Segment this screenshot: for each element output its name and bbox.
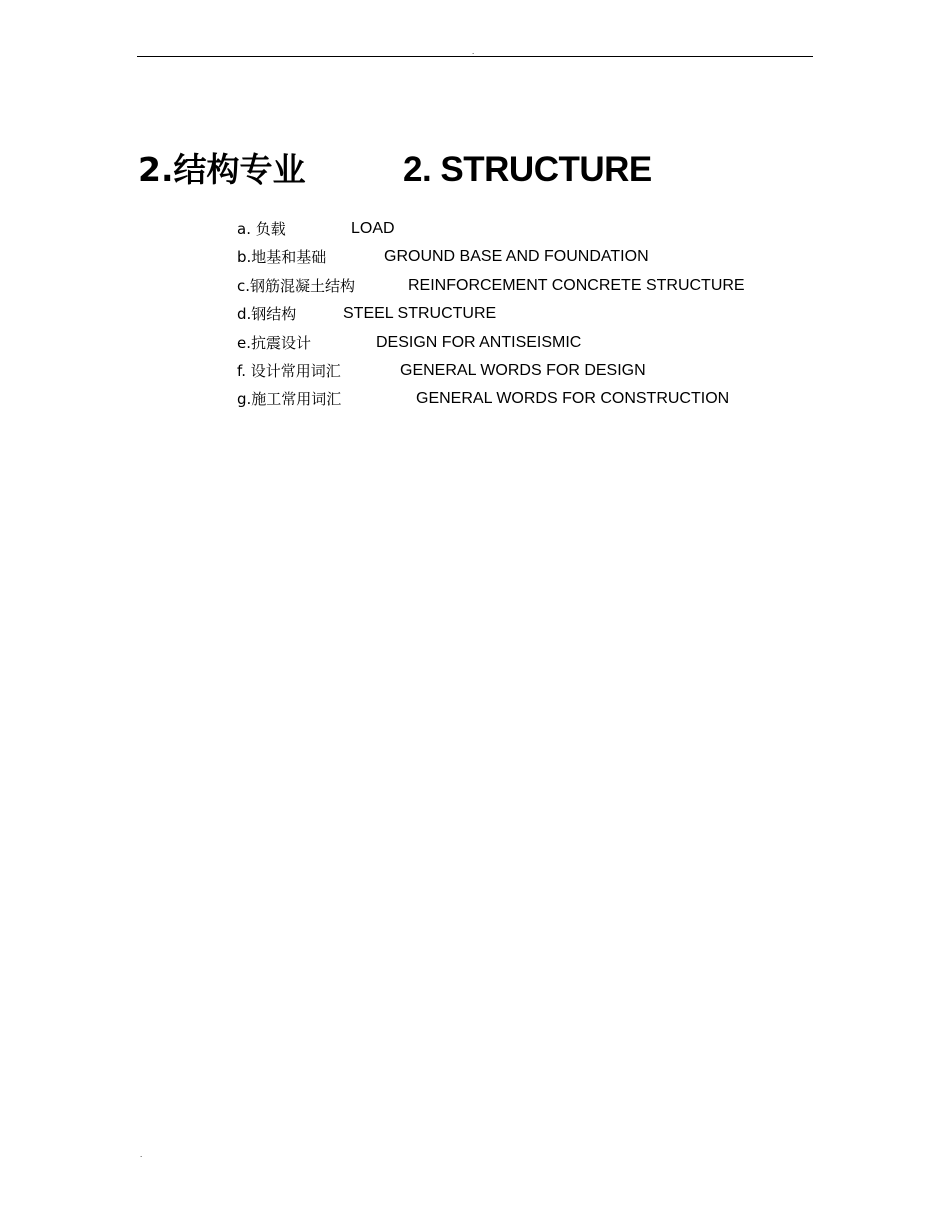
toc-item-load[interactable] <box>237 218 837 246</box>
toc-item-english: STEEL STRUCTURE <box>343 305 497 323</box>
toc-item-steel-structure[interactable] <box>237 303 837 331</box>
toc-item-english: DESIGN FOR ANTISEISMIC <box>376 333 582 351</box>
toc-item-chinese: e.抗震设计 <box>237 333 311 352</box>
toc-item-chinese: f. 设计常用词汇 <box>237 361 341 380</box>
toc-item-foundation[interactable] <box>237 246 837 274</box>
toc-item-chinese: g.施工常用词汇 <box>237 390 342 409</box>
toc-item-english: GENERAL WORDS FOR CONSTRUCTION <box>416 390 730 408</box>
toc-item-chinese: a. 负载 <box>237 220 286 238</box>
footer-mark: . <box>140 1150 143 1159</box>
toc-item-concrete-structure[interactable] <box>237 275 837 303</box>
toc-item-chinese: d.钢结构 <box>237 305 297 324</box>
section-title-english: 2. STRUCTURE <box>403 150 652 189</box>
toc-item-english: GROUND BASE AND FOUNDATION <box>384 248 649 266</box>
section-title-chinese: 2.结构专业 <box>138 150 306 189</box>
toc-item-antiseismic[interactable] <box>237 332 837 360</box>
toc-item-construction-words[interactable] <box>237 388 837 416</box>
toc-item-english: GENERAL WORDS FOR DESIGN <box>400 361 646 379</box>
header-mark: . <box>472 47 475 56</box>
table-of-contents <box>237 218 837 417</box>
header-rule <box>137 56 813 57</box>
toc-item-chinese: c.钢筋混凝土结构 <box>237 276 356 295</box>
toc-item-chinese: b.地基和基础 <box>237 248 327 267</box>
toc-item-english: REINFORCEMENT CONCRETE STRUCTURE <box>408 276 745 294</box>
toc-item-design-words[interactable] <box>237 360 837 388</box>
toc-item-english: LOAD <box>351 220 395 237</box>
